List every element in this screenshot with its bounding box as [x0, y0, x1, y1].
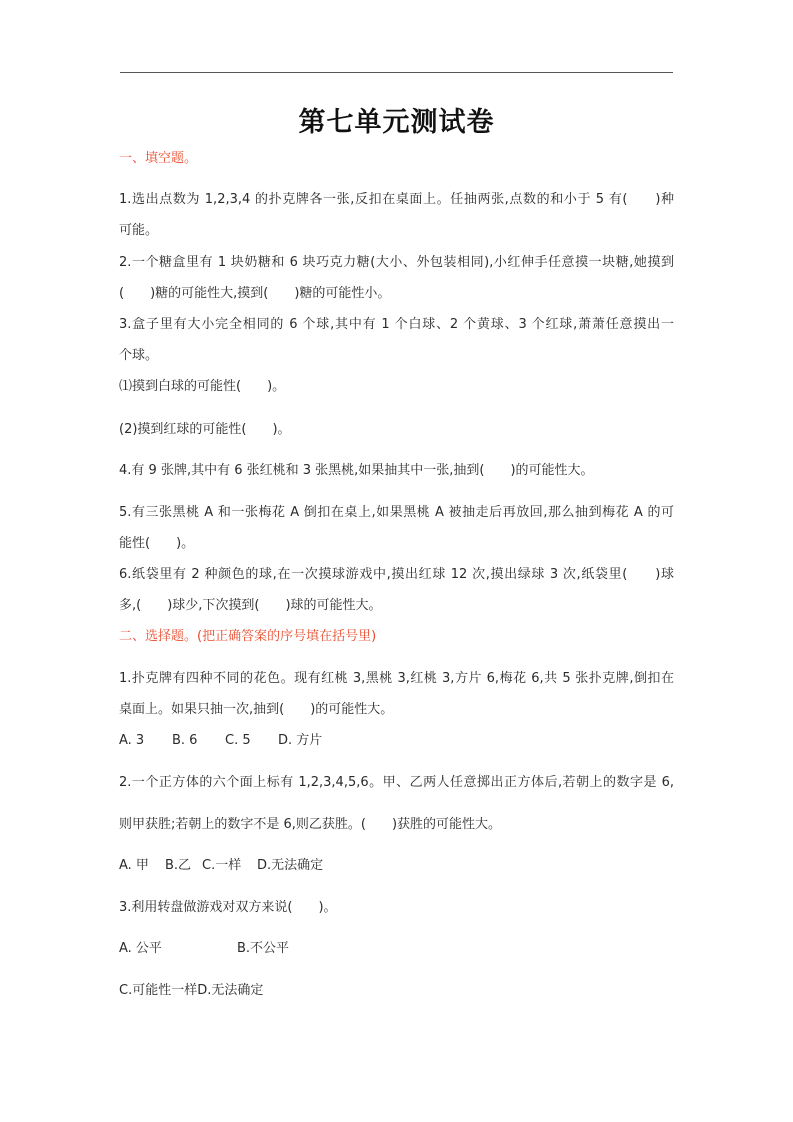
options-row — [119, 732, 322, 750]
sub-question-1: ⑴摸到白球的可能性( )。 — [119, 379, 286, 394]
option-a: A. 甲 — [119, 858, 149, 873]
option-b: B.乙 — [165, 858, 192, 873]
section-heading-multiple-choice: 二、选择题。(把正确答案的序号填在括号里) — [119, 629, 377, 644]
question-line: 1.选出点数为 1,2,3,4 的扑克牌各一张,反扣在桌面上。任抽两张,点数的和小于 5 有( )种 — [119, 192, 674, 207]
question-line: 桌面上。如果只抽一次,抽到( )的可能性大。 — [119, 702, 394, 717]
options-row — [119, 857, 323, 875]
question-line: 4.有 9 张牌,其中有 6 张红桃和 3 张黑桃,如果抽其中一张,抽到( )的可能性大。 — [119, 463, 594, 478]
page-title: 第七单元测试卷 — [298, 107, 495, 138]
header-rule — [120, 72, 673, 73]
question-line: 能性( )。 — [119, 536, 195, 551]
option-c: C.可能性一样 — [119, 983, 198, 998]
options-row — [119, 940, 289, 958]
option-b: B. 6 — [172, 733, 198, 748]
option-a: A. 3 — [119, 733, 145, 748]
question-line: 2.一个糖盒里有 1 块奶糖和 6 块巧克力糖(大小、外包装相同),小红伸手任意摸一块糖,她摸到 — [119, 255, 674, 270]
option-c: C.一样 — [202, 858, 242, 873]
section-heading-fill-blank: 一、填空题。 — [119, 151, 198, 166]
option-c: C. 5 — [225, 733, 251, 748]
question-line: 个球。 — [119, 348, 159, 363]
option-b: B.不公平 — [237, 941, 290, 956]
question-line: 2.一个正方体的六个面上标有 1,2,3,4,5,6。甲、乙两人任意掷出正方体后,若朝上的数字是 6, — [119, 775, 674, 790]
sub-question-2: (2)摸到红球的可能性( )。 — [119, 422, 291, 437]
question-line: 6.纸袋里有 2 种颜色的球,在一次摸球游戏中,摸出红球 12 次,摸出绿球 3 次,纸袋里( )球 — [119, 567, 674, 582]
option-a: A. 公平 — [119, 941, 162, 956]
option-d: D. 方片 — [278, 733, 323, 748]
options-row — [119, 982, 263, 1000]
question-line: 则甲获胜;若朝上的数字不是 6,则乙获胜。( )获胜的可能性大。 — [119, 817, 502, 832]
question-line: ( )糖的可能性大,摸到( )糖的可能性小。 — [119, 286, 391, 301]
question-line: 3.盒子里有大小完全相同的 6 个球,其中有 1 个白球、2 个黄球、3 个红球,萧萧任意摸出一 — [119, 317, 674, 332]
option-d: D.无法确定 — [257, 858, 324, 873]
question-line: 可能。 — [119, 223, 159, 238]
question-line: 1.扑克牌有四种不同的花色。现有红桃 3,黑桃 3,红桃 3,方片 6,梅花 6,共 5 张扑克牌,倒扣在 — [119, 671, 674, 686]
question-line: 3.利用转盘做游戏对双方来说( )。 — [119, 900, 337, 915]
option-d: D.无法确定 — [197, 983, 264, 998]
question-line: 5.有三张黑桃 A 和一张梅花 A 倒扣在桌上,如果黑桃 A 被抽走后再放回,那么抽到梅花 A 的可 — [119, 505, 674, 520]
question-line: 多,( )球少,下次摸到( )球的可能性大。 — [119, 598, 382, 613]
